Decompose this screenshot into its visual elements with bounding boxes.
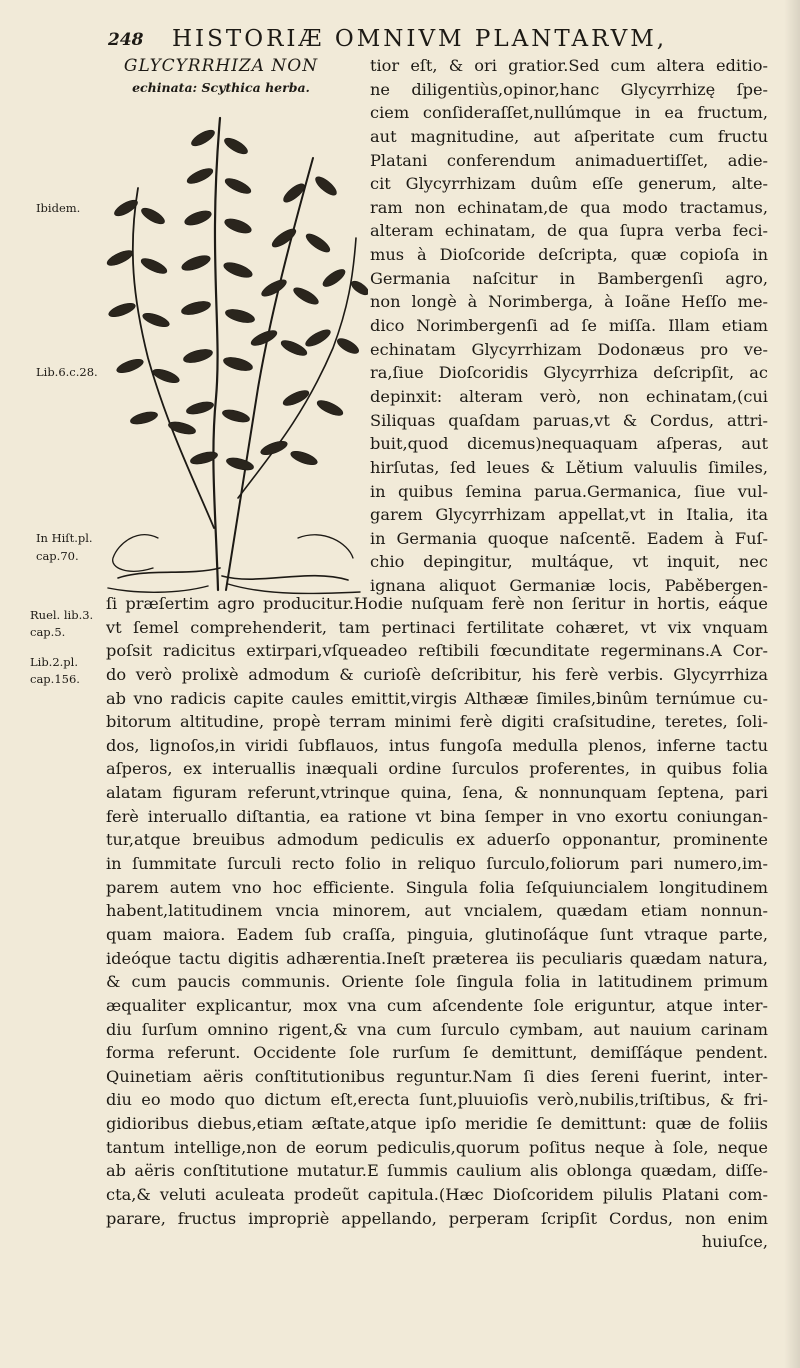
- catchword: huiuſce,: [701, 1232, 768, 1252]
- margin-note: cap.156.: [30, 672, 80, 686]
- text-line: ſi præſertim agro producitur.Hodie nuſquam ferè non ſeritur in hortis, eáque: [106, 594, 768, 613]
- text-line: Siliquas quaſdam paruas,vt & Cordus, attri-: [370, 410, 768, 430]
- right-column-text: [370, 54, 768, 598]
- text-line: gidioribus diebus,etiam æſtate,atque ipſo meridie ſe demittunt: quæ de foliis: [106, 1114, 768, 1134]
- text-line: ab vno radicis capite caules emittit,virgis Althææ ſimiles,binûm ternúmue cu-: [106, 688, 768, 708]
- text-line: æqualiter explicantur, mox vna cum aſcendente ſole eriguntur, atque inter-: [106, 995, 768, 1015]
- text-line: diu ſurſum omnino rigent,& vna cum ſurculo cymbam, aut nauium carinam: [106, 1019, 768, 1039]
- text-line: tur,atque breuibus admodum pediculis ex aduerſo opponantur, prominente: [106, 830, 768, 850]
- margin-note: Ibidem.: [36, 201, 81, 215]
- margin-note: Ruel. lib.3.: [30, 608, 94, 622]
- margin-note: In Hiſt.pl.: [36, 531, 93, 545]
- text-line: chio depingitur, multáque, vt inquit, nec: [370, 552, 768, 572]
- text-line: alteram echinatam, de qua ſupra verba feci-: [370, 221, 768, 241]
- text-line: dos, lignoſos,in viridi ſubflauos, intus fungoſa medulla plenos, inferne tactu: [106, 735, 768, 755]
- text-line: tior eſt, & ori gratior.Sed cum altera editio-: [370, 56, 768, 75]
- text-line: Germania naſcitur in Bambergenſi agro,: [370, 268, 768, 288]
- text-line: Quinetiam aëris conſtitutionibus reguntur.Nam ſi dies ſereni fuerint, inter-: [106, 1066, 768, 1086]
- text-line: in quibus ſemina parua.Germanica, ſiue vul-: [370, 481, 768, 501]
- text-line: forma referunt. Occidente ſole rurſum ſe demittunt, demiſſáque pendent.: [106, 1043, 768, 1063]
- text-line: bitorum altitudine, propè terram minimi ferè digiti craſsitudine, teretes, ſoli-: [106, 712, 768, 732]
- text-line: non longè à Norimberga, à Ioãne Heſſo me-: [370, 292, 768, 312]
- text-line: in Germania quoque naſcentẽ. Eadem à Fuſ-: [370, 528, 768, 548]
- text-line: vt ſemel comprehenderit, tam pertinaci fertilitate cohæret, vt vix vnquam: [106, 617, 768, 637]
- text-line: hirſutas, ſed leues & Lětium valuulis ſimiles,: [370, 457, 768, 477]
- full-width-text: [106, 592, 768, 1254]
- text-line: parem autem vno hoc efficiente. Singula folia ſeſquiuncialem longitudinem: [106, 877, 768, 897]
- figure-subtitle: echinata: Scythica herba.: [132, 80, 310, 95]
- text-line: aſperos, ex interuallis inæquali ordine ſurculos proferentes, in quibus folia: [106, 759, 768, 779]
- text-line: depinxit: alteram verò, non echinatam,(cui: [370, 386, 768, 406]
- text-line: parare, fructus impropriè appellando, perperam ſcripſit Cordus, non enim: [106, 1208, 768, 1228]
- text-line: alatam figuram referunt,vtrinque quina, ſena, & nonnunquam ſeptena, pari: [106, 783, 768, 803]
- text-line: dico Norimbergenſi ad ſe miſſa. Illam etiam: [370, 316, 768, 336]
- text-line: in ſummitate ſurculi recto folio in reliquo ſurculo,foliorum pari numero,im-: [106, 854, 768, 874]
- text-line: ab aëris conſtitutione mutatur.E ſummis caulium alis oblonga quædam, diſſe-: [106, 1161, 768, 1181]
- text-line: poſsit radicitus extirpari,vſqueadeo reſtibili fœcunditate regerminans.A Cor-: [106, 641, 768, 661]
- text-line: ignana aliquot Germaniæ locis, Paběbergen-: [370, 576, 768, 596]
- page-number: 248: [108, 30, 144, 50]
- text-line: ferè interuallo diſtantia, ea ratione vt bina ſemper in vno exortu coniungan-: [106, 806, 768, 826]
- margin-note: cap.5.: [30, 625, 66, 639]
- text-line: habent,latitudinem vncia minorem, aut vncialem, quædam etiam nonnun-: [106, 901, 768, 921]
- text-line: tantum intellige,non de eorum pediculis,quorum poſitus neque à ſole, neque: [106, 1137, 768, 1157]
- text-line: Platani conferendum animaduertiſſet, adie-: [370, 150, 768, 170]
- text-line: ra,ſiue Dioſcoridis Glycyrrhiza deſcripſit, ac: [370, 363, 768, 383]
- text-line: ideóque tactu digitis adhærentia.Ineſt præterea iis peculiaris quædam natura,: [106, 948, 768, 968]
- licorice-plant-woodcut-icon: [98, 98, 368, 598]
- figure-title: GLYCYRRHIZA NON: [123, 56, 319, 76]
- text-line: cit Glycyrrhizam duûm eſſe generum, alte-: [370, 174, 768, 194]
- text-line: cta,& veluti aculeata prodeũt capitula.(Hæc Dioſcoridem pilulis Platani com-: [106, 1185, 768, 1205]
- text-line: garem Glycyrrhizam appellat,vt in Italia, ita: [370, 505, 768, 525]
- margin-note: cap.70.: [36, 549, 79, 563]
- text-line: mus à Dioſcoride deſcripta, quæ copioſa in: [370, 245, 768, 265]
- margin-note: Lib.2.pl.: [30, 655, 78, 669]
- text-line: aut magnitudine, aut aſperitate cum fructu: [370, 126, 768, 146]
- text-line: ram non echinatam,de qua modo tractamus,: [370, 197, 768, 217]
- text-line: do verò prolixè admodum & curioſè deſcribitur, his ferè verbis. Glycyrrhiza: [106, 664, 768, 684]
- running-title: HISTORIÆ OMNIVM PLANTARVM,: [172, 26, 668, 52]
- text-line: ne diligentiùs,opinor,hanc Glycyrrhizę ſpe-: [370, 79, 768, 99]
- text-line: diu eo modo quo dictum eſt,erecta ſunt,pluuioſis verò,nubilis,triſtibus, & fri-: [106, 1090, 768, 1110]
- text-line: echinatam Glycyrrhizam Dodonæus pro ve-: [370, 339, 768, 359]
- text-line: quam maiora. Eadem ſub craſſa, pinguia, glutinoſáque ſunt vtraque parte,: [106, 924, 768, 944]
- text-line: buit,quod dicemus)nequaquam aſperas, aut: [370, 434, 768, 454]
- margin-note: Lib.6.c.28.: [36, 365, 98, 379]
- text-line: ciem conſideraſſet,nullúmque in ea fructum,: [370, 103, 768, 123]
- text-line: & cum paucis communis. Oriente ſole ſingula folia in latitudinem primum: [106, 972, 768, 992]
